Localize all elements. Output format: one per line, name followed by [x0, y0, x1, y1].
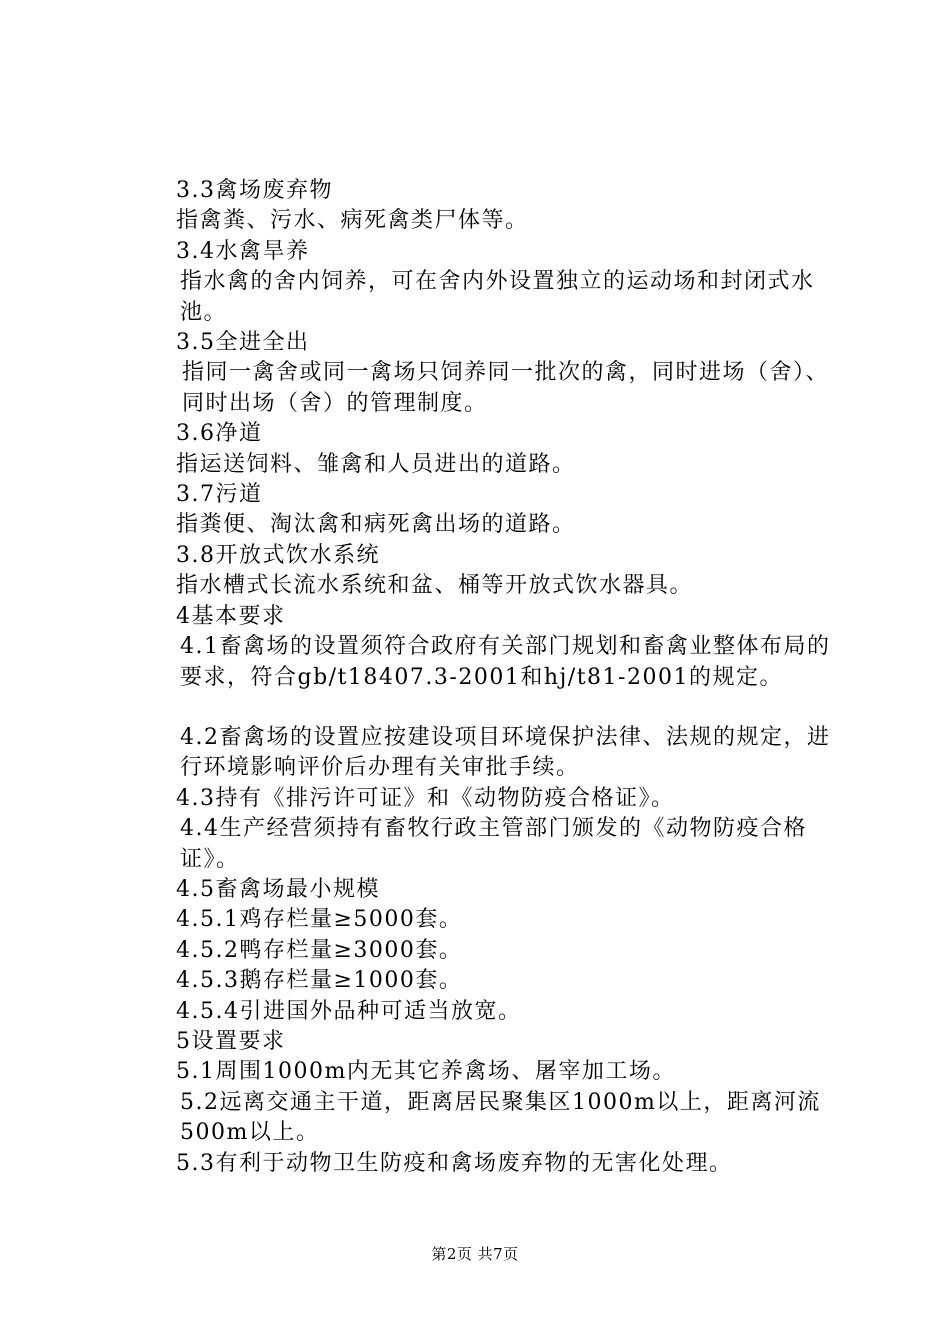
paragraph-4-2: 4.2畜禽场的设置应按建设项目环境保护法律、法规的规定，进行环境影响评价后办理有关审批手续。: [180, 724, 831, 781]
paragraph-5-1: 5.1周围1000m内无其它养禽场、屠宰加工场。: [176, 1059, 676, 1085]
page-footer: 第2页 共7页: [431, 1245, 519, 1263]
section-heading-4-5: 4.5畜禽场最小规模: [176, 876, 380, 902]
paragraph-3-8: 指水槽式长流水系统和盆、桶等开放式饮水器具。: [176, 573, 694, 599]
section-heading-5: 5设置要求: [176, 1028, 286, 1054]
blank-line: [120, 693, 832, 723]
paragraph-3-3: 指禽粪、污水、病死禽类尸体等。: [176, 208, 529, 234]
document-body: [120, 176, 832, 1179]
paragraph-5-3: 5.3有利于动物卫生防疫和禽场废弃物的无害化处理。: [176, 1150, 733, 1176]
paragraph-3-4: 指水禽的舍内饲养，可在舍内外设置独立的运动场和封闭式水池。: [180, 269, 815, 325]
section-heading-3-6: 3.6净道: [176, 421, 263, 447]
section-heading-3-5: 3.5全进全出: [176, 330, 310, 356]
paragraph-4-5-3: 4.5.3鹅存栏量≥1000套。: [176, 968, 463, 994]
paragraph-3-7: 指粪便、淘汰禽和病死禽出场的道路。: [176, 512, 576, 538]
paragraph-5-2: 5.2远离交通主干道，距离居民聚集区1000m以上，距离河流500m以上。: [180, 1089, 821, 1146]
paragraph-4-5-4: 4.5.4引进国外品种可适当放宽。: [176, 998, 522, 1024]
paragraph-3-6: 指运送饲料、雏禽和人员进出的道路。: [176, 451, 576, 477]
paragraph-4-3: 4.3持有《排污许可证》和《动物防疫合格证》。: [176, 785, 675, 811]
section-heading-4: 4基本要求: [176, 603, 286, 629]
section-heading-3-7: 3.7污道: [176, 482, 263, 508]
paragraph-4-5-2: 4.5.2鸭存栏量≥3000套。: [176, 937, 463, 963]
section-heading-3-3: 3.3禽场废弃物: [176, 178, 333, 203]
paragraph-4-5-1: 4.5.1鸡存栏量≥5000套。: [176, 907, 463, 933]
section-heading-3-8: 3.8开放式饮水系统: [176, 542, 380, 568]
section-heading-3-4: 3.4水禽旱养: [176, 238, 310, 264]
paragraph-3-5: 指同一禽舍或同一禽场只饲养同一批次的禽，同时进场（舍）、同时出场（舍）的管理制度。: [182, 360, 830, 416]
paragraph-4-4: 4.4生产经营须持有畜牧行政主管部门颁发的《动物防疫合格证》。: [180, 816, 807, 872]
paragraph-4-1: 4.1畜禽场的设置须符合政府有关部门规划和畜禽业整体布局的要求，符合gb/t18407.3-2001和hj/t81-2001的规定。: [180, 634, 831, 690]
